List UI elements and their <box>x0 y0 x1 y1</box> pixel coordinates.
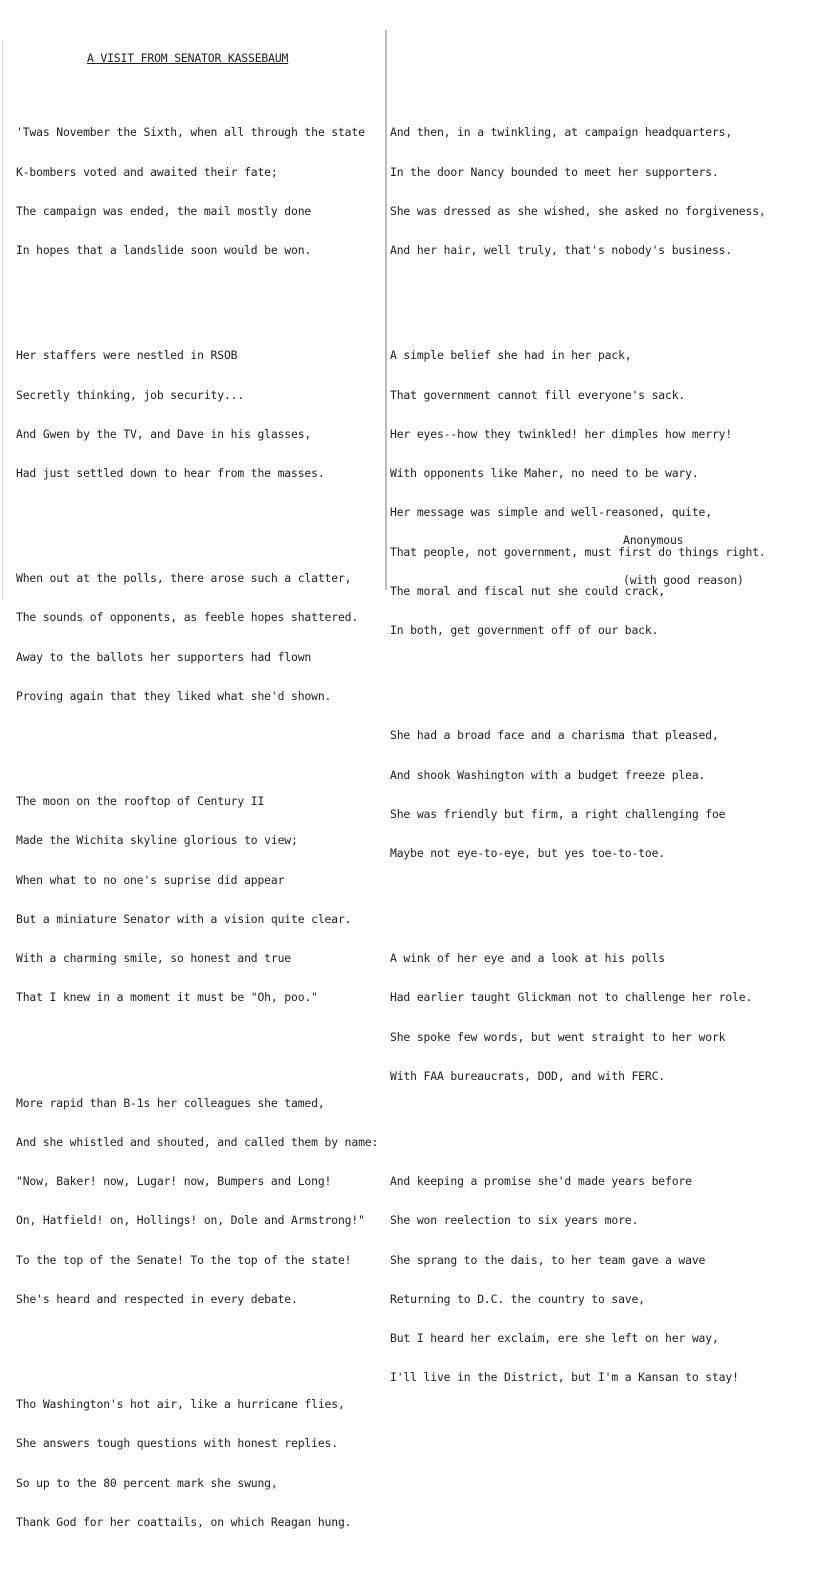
poem-line: And Gwen by the TV, and Dave in his glasses, <box>16 426 312 441</box>
poem-line: She's heard and respected in every debate. <box>16 1291 298 1306</box>
poem-line: The moon on the rooftop of Century II <box>16 794 265 809</box>
page-edge-shadow <box>2 40 3 600</box>
poem-line: I'll live in the District, but I'm a Kansan to stay! <box>390 1370 739 1385</box>
poem-line: Tho Washington's hot air, like a hurricane flies, <box>16 1396 345 1411</box>
poem-line: Her eyes--how they twinkled! her dimples how merry! <box>390 426 733 441</box>
poem-line: And then, in a twinkling, at campaign headquarters, <box>390 125 733 140</box>
poem-line: That government cannot fill everyone's sack. <box>390 387 686 402</box>
poem-line: On, Hatfield! on, Hollings! on, Dole and Armstrong!" <box>16 1213 365 1228</box>
stanza-9 <box>390 703 790 886</box>
poem-line: More rapid than B-1s her colleagues she tamed, <box>16 1095 325 1110</box>
stanza-11 <box>390 1149 790 1411</box>
poem-line: Had just settled down to hear from the masses. <box>16 466 325 481</box>
stanza-10 <box>390 926 790 1109</box>
left-column <box>16 74 382 1595</box>
poem-line: With FAA bureaucrats, DOD, and with FERC. <box>390 1069 666 1084</box>
poem-line: Maybe not eye-to-eye, but yes toe-to-toe. <box>390 846 666 861</box>
poem-line: Away to the ballots her supporters had flown <box>16 649 312 664</box>
signature-note: (with good reason) <box>623 573 744 588</box>
poem-line: The moral and fiscal nut she could crack, <box>390 583 666 598</box>
poem-line: The campaign was ended, the mail mostly done <box>16 203 312 218</box>
stanza-4 <box>16 769 382 1031</box>
poem-title: A VISIT FROM SENATOR KASSEBAUM <box>87 51 289 65</box>
poem-line: A wink of her eye and a look at his polls <box>390 951 666 966</box>
poem-line: In hopes that a landslide soon would be won. <box>16 243 312 258</box>
poem-line: Secretly thinking, job security... <box>16 387 245 402</box>
poem-line: And keeping a promise she'd made years before <box>390 1174 692 1189</box>
poem-line: And she whistled and shouted, and called them by name: <box>16 1134 379 1149</box>
poem-line: And her hair, well truly, that's nobody's business. <box>390 243 733 258</box>
stanza-7 <box>390 100 790 283</box>
poem-line: That people, not government, must first do things right. <box>390 544 766 559</box>
poem-line: To the top of the Senate! To the top of the state! <box>16 1252 352 1267</box>
poem-line: But a miniature Senator with a vision quite clear. <box>16 911 352 926</box>
poem-line: Her staffers were nestled in RSOB <box>16 348 238 363</box>
poem-line: Had earlier taught Glickman not to challenge her role. <box>390 990 753 1005</box>
center-fold-line <box>385 30 387 590</box>
stanza-2 <box>16 323 382 506</box>
poem-line: When out at the polls, there arose such a clatter, <box>16 571 352 586</box>
poem-line: She had a broad face and a charisma that pleased, <box>390 728 719 743</box>
poem-line: K-bombers voted and awaited their fate; <box>16 164 278 179</box>
poem-line: She won reelection to six years more. <box>390 1213 639 1228</box>
poem-line: Thank God for her coattails, on which Reagan hung. <box>16 1514 352 1529</box>
stanza-3 <box>16 546 382 729</box>
poem-line: But I heard her exclaim, ere she left on her way, <box>390 1331 719 1346</box>
poem-line: With a charming smile, so honest and true <box>16 951 292 966</box>
poem-line: She was dressed as she wished, she asked no forgiveness, <box>390 203 766 218</box>
poem-line: When what to no one's suprise did appear <box>16 872 285 887</box>
stanza-1 <box>16 100 382 283</box>
poem-line: She spoke few words, but went straight to her work <box>390 1029 726 1044</box>
poem-line: She answers tough questions with honest replies. <box>16 1436 338 1451</box>
poem-line: "Now, Baker! now, Lugar! now, Bumpers and Long! <box>16 1174 332 1189</box>
poem-line: She sprang to the dais, to her team gave a wave <box>390 1252 706 1267</box>
poem-line: The sounds of opponents, as feeble hopes shattered. <box>16 610 359 625</box>
poem-line: In both, get government off of our back. <box>390 623 659 638</box>
poem-line: 'Twas November the Sixth, when all through the state <box>16 125 365 140</box>
poem-line: Returning to D.C. the country to save, <box>390 1291 645 1306</box>
poem-line: So up to the 80 percent mark she swung, <box>16 1475 278 1490</box>
poem-line: In the door Nancy bounded to meet her supporters. <box>390 164 719 179</box>
poem-line: With opponents like Maher, no need to be wary. <box>390 466 699 481</box>
signature-name: Anonymous <box>623 533 684 548</box>
poem-line: She was friendly but firm, a right challenging foe <box>390 806 726 821</box>
poem-line: Made the Wichita skyline glorious to view; <box>16 833 298 848</box>
right-column <box>390 74 790 1450</box>
signature-block <box>623 508 744 614</box>
stanza-6 <box>16 1372 382 1555</box>
poem-line: A simple belief she had in her pack, <box>390 348 632 363</box>
poem-line: Proving again that they liked what she'd shown. <box>16 689 332 703</box>
poem-line: Her message was simple and well-reasoned, quite, <box>390 505 712 520</box>
poem-line: That I knew in a moment it must be "Oh, poo." <box>16 990 318 1005</box>
poem-line: And shook Washington with a budget freeze plea. <box>390 767 706 782</box>
stanza-5 <box>16 1070 382 1332</box>
